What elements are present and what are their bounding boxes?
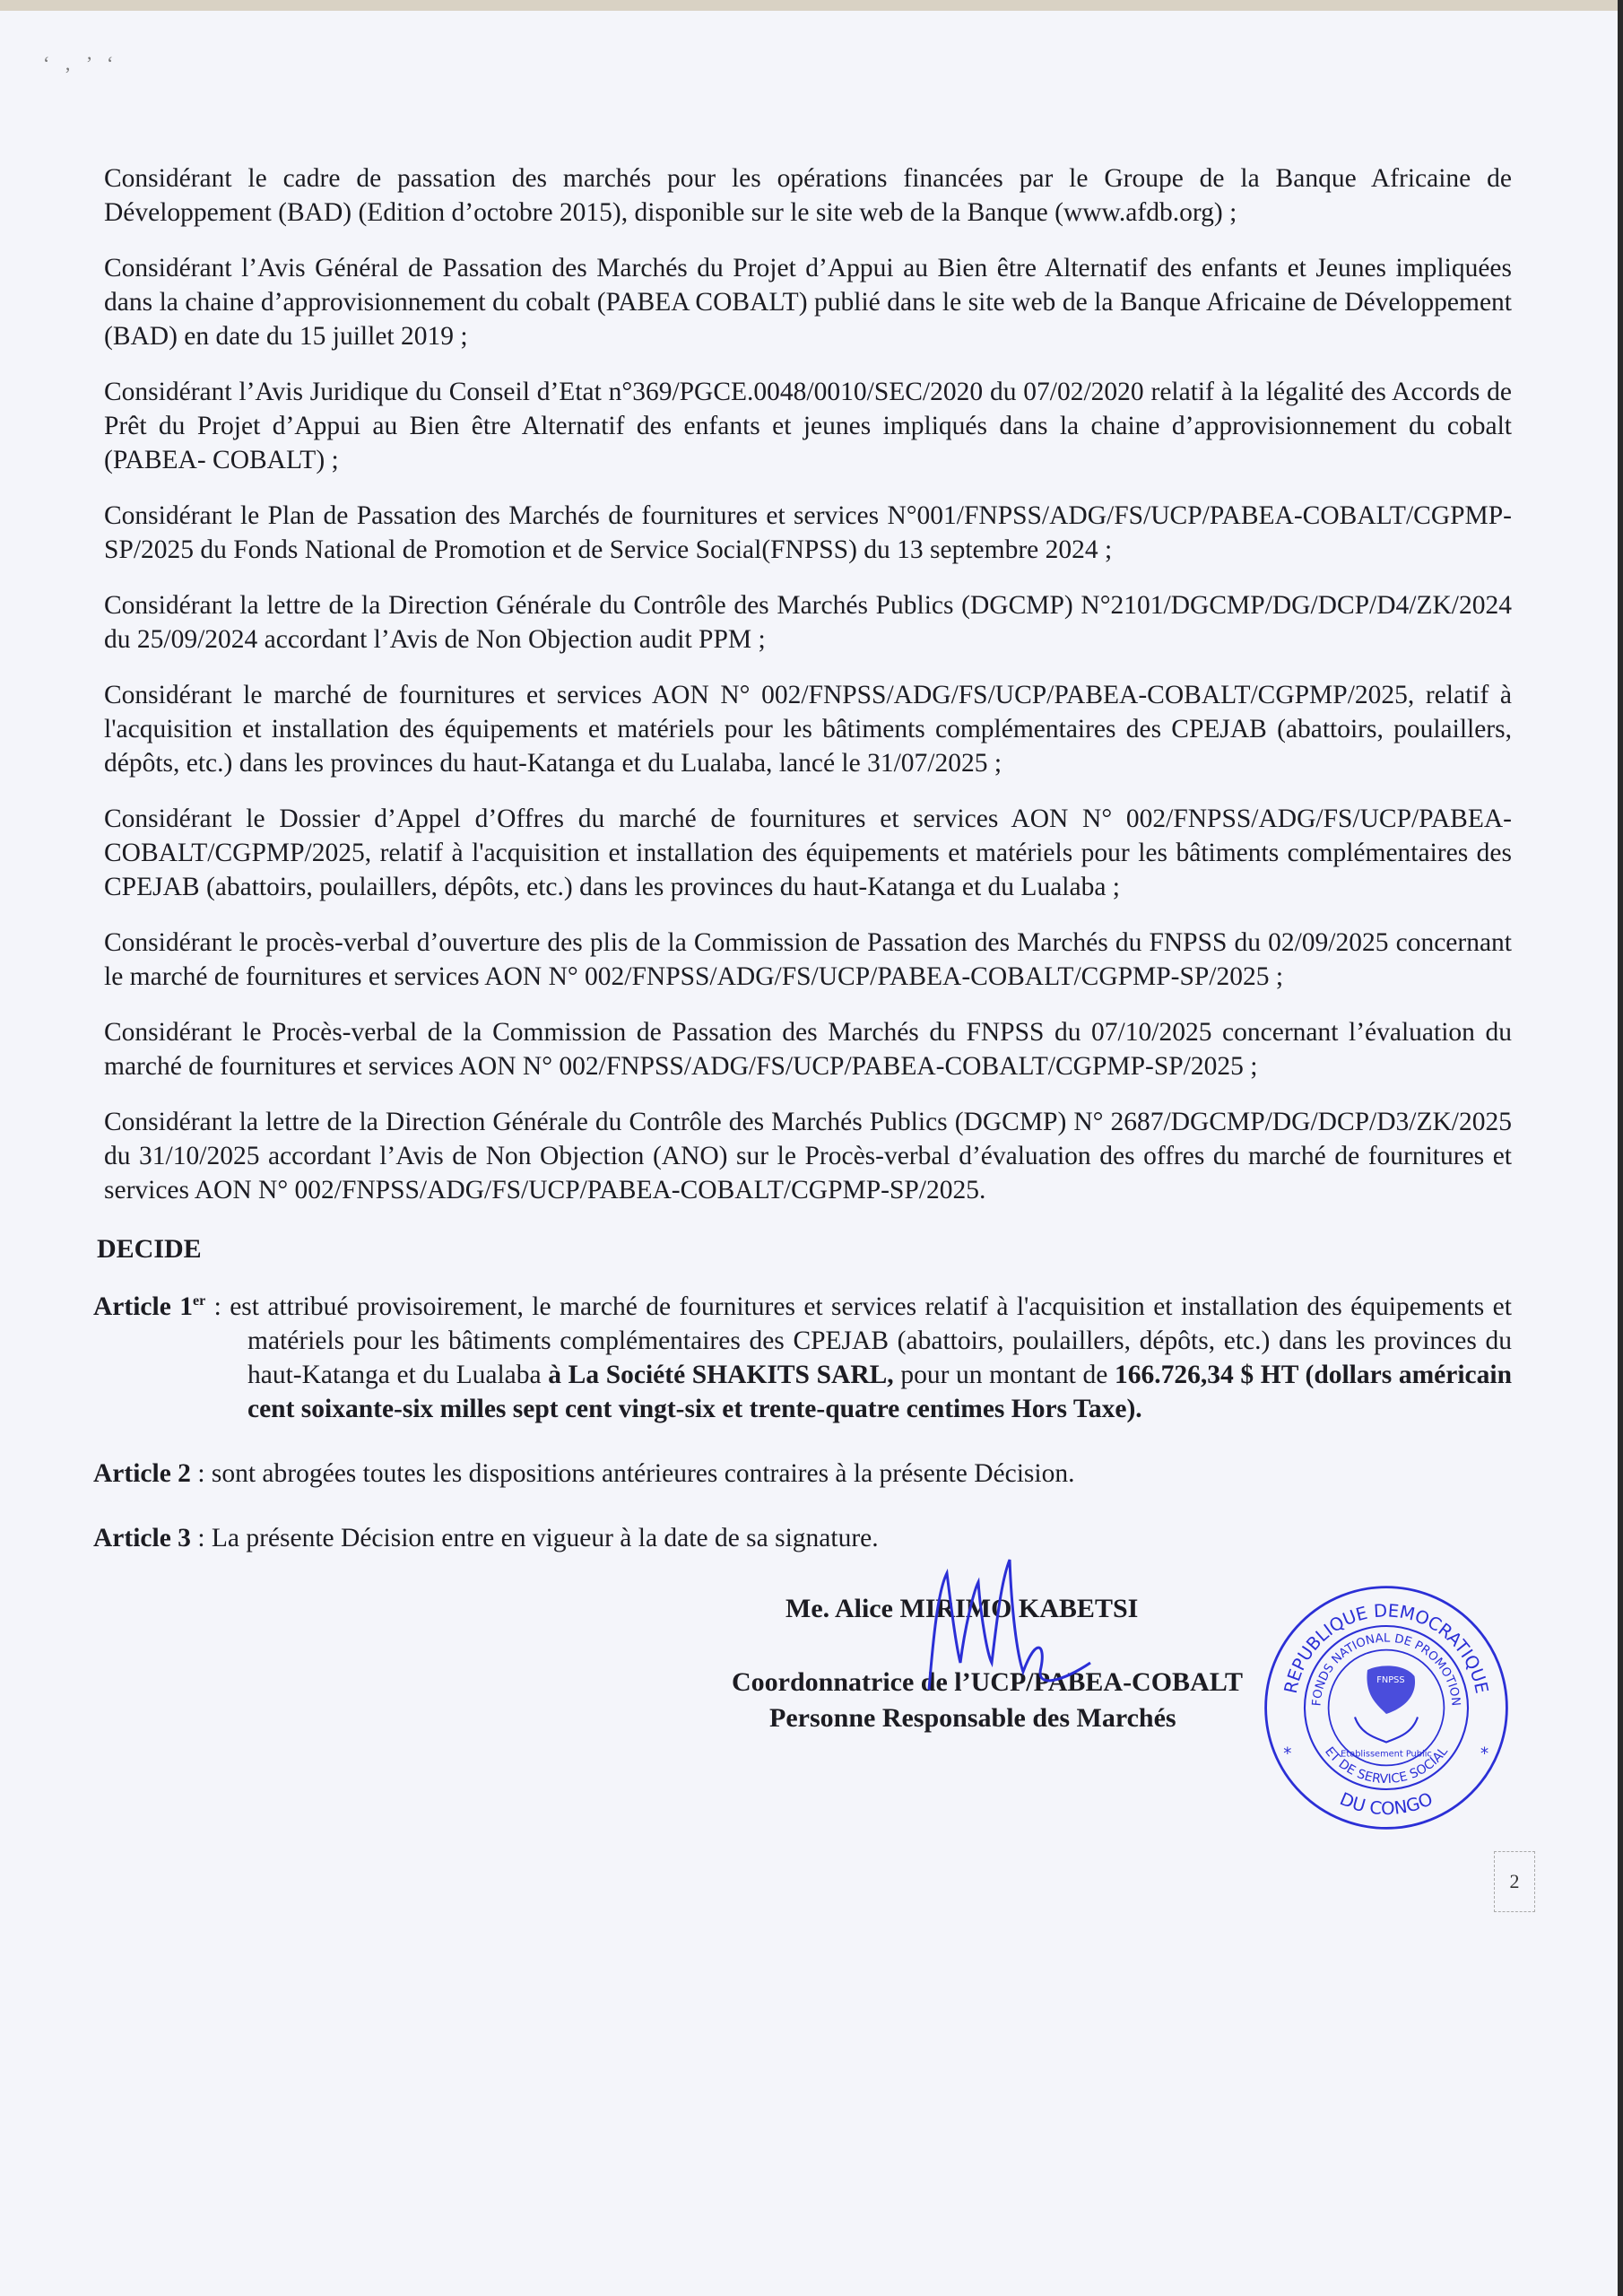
scan-marks: ‘ , ’ ‘ xyxy=(43,52,119,74)
signatory-role: Personne Responsable des Marchés xyxy=(769,1702,1176,1733)
considerant-10: Considérant la lettre de la Direction Générale du Contrôle des Marchés Publics (DGCMP) N° 2687/DGCMP/DG/DCP/D3/ZK/2025 du 31/10/2025 accordant l’Avis de Non Objection (ANO) sur le Procès-verbal d’évaluation des offres du marché de fournitures et services AON N° 002/FNPSS/ADG/FS/UCP/PABEA-COBALT/CGPMP-SP/2025. xyxy=(104,1108,1512,1205)
considerant-1: Considérant le cadre de passation des marchés pour les opérations financées par le Groupe de la Banque Africaine de Développement (BAD) (Edition d’octobre 2015), disponible sur le site web de la Banque (www.afdb.org) ; xyxy=(104,164,1512,227)
svg-text:DU CONGO: DU CONGO xyxy=(1336,1787,1436,1819)
official-stamp xyxy=(1261,1582,1512,1833)
svg-text:ET DE SERVICE SOCIAL: ET DE SERVICE SOCIAL xyxy=(1322,1744,1451,1787)
article-1-text: : est attribué provisoirement, le marché de fournitures et services relatif à l'acquisition et installation des équipements et matériels pour les bâtiments complémentaires des CPEJAB (abattoirs, poulaillers, dépôts, etc.) dans les provinces du haut-Katanga et du Lualaba xyxy=(205,1292,1512,1389)
page-number: 2 xyxy=(1494,1851,1535,1912)
decide-heading: DECIDE xyxy=(97,1234,202,1264)
svg-text:FNPSS: FNPSS xyxy=(1376,1674,1405,1685)
document-body xyxy=(93,0,1520,1912)
article-1-label: Article 1er xyxy=(93,1292,206,1321)
article-2-text: : sont abrogées toutes les dispositions antérieures contraires à la présente Décision. xyxy=(190,1458,1075,1488)
considerant-9: Considérant le Procès-verbal de la Commission de Passation des Marchés du FNPSS du 07/10/2025 concernant l’évaluation du marché de fournitures et services AON N° 002/FNPSS/ADG/FS/UCP/PABEA-COBALT/CGPMP-SP/2025 ; xyxy=(104,1018,1512,1081)
signature-block xyxy=(104,1591,1512,1833)
scan-right-edge xyxy=(1618,0,1623,2296)
article-1-text-b: pour un montant de xyxy=(893,1360,1115,1389)
handwritten-signature xyxy=(911,1555,1108,1699)
considerant-8: Considérant le procès-verbal d’ouverture des plis de la Commission de Passation des Marchés du FNPSS du 02/09/2025 concernant le marché de fournitures et services AON N° 002/FNPSS/ADG/FS/UCP/PABEA-COBALT/CGPMP-SP/2025 ; xyxy=(104,928,1512,991)
svg-text:*: * xyxy=(1283,1744,1292,1764)
considerant-4: Considérant le Plan de Passation des Marchés de fournitures et services N°001/FNPSS/ADG/FS/UCP/PABEA-COBALT/CGPMP-SP/2025 du Fonds National de Promotion et de Service Social(FNPSS) du 13 septembre 2024 ; xyxy=(104,501,1512,564)
article-1 xyxy=(93,1284,1512,1426)
article-3-label: Article 3 xyxy=(93,1523,191,1552)
contract-amount: 166.726,34 $ HT (dollars américain cent soixante-six milles sept cent vingt-six et trente-quatre centimes Hors Taxe). xyxy=(247,1360,1512,1423)
considerant-2: Considérant l’Avis Général de Passation des Marchés du Projet d’Appui au Bien être Alternatif des enfants et Jeunes impliquées dans la chaine d’approvisionnement du cobalt (PABEA COBALT) publié dans le site web de la Banque Africaine de Développement (BAD) en date du 15 juillet 2019 ; xyxy=(104,254,1512,351)
considerant-6: Considérant le marché de fournitures et services AON N° 002/FNPSS/ADG/FS/UCP/PABEA-COBALT/CGPMP/2025, relatif à l'acquisition et installation des équipements et matériels pour les bâtiments complémentaires des CPEJAB (abattoirs, poulaillers, dépôts, etc.) dans les provinces du haut-Katanga et du Lualaba, lancé le 31/07/2025 ; xyxy=(104,681,1512,778)
considerant-3: Considérant l’Avis Juridique du Conseil d’Etat n°369/PGCE.0048/0010/SEC/2020 du 07/02/2020 relatif à la légalité des Accords de Prêt du Projet d’Appui au Bien être Alternatif des enfants et jeunes impliqués dans la chaine d’approvisionnement du cobalt (PABEA- COBALT) ; xyxy=(104,378,1512,474)
svg-text:REPUBLIQUE DEMOCRATIQUE: REPUBLIQUE DEMOCRATIQUE xyxy=(1280,1600,1493,1696)
considerant-5: Considérant la lettre de la Direction Générale du Contrôle des Marchés Publics (DGCMP) N°2101/DGCMP/DG/DCP/D4/ZK/2024 du 25/09/2024 accordant l’Avis de Non Objection audit PPM ; xyxy=(104,591,1512,654)
svg-text:Etablissement Public: Etablissement Public xyxy=(1341,1749,1432,1760)
signatory xyxy=(732,1591,1243,1736)
article-2 xyxy=(93,1457,1512,1491)
article-3-text: : La présente Décision entre en vigueur à la date de sa signature. xyxy=(190,1523,879,1552)
signatory-name: Me. Alice MIRIMO KABETSI xyxy=(785,1593,1139,1623)
svg-text:FONDS NATIONAL DE PROMOTION: FONDS NATIONAL DE PROMOTION xyxy=(1310,1631,1462,1707)
awarded-company: à La Société SHAKITS SARL, xyxy=(548,1360,894,1389)
svg-text:*: * xyxy=(1480,1744,1489,1764)
considerant-7: Considérant le Dossier d’Appel d’Offres du marché de fournitures et services AON N° 002/FNPSS/ADG/FS/UCP/PABEA-COBALT/CGPMP/2025, relatif à l'acquisition et installation des équipements et matériels pour les bâtiments complémentaires des CPEJAB (abattoirs, poulaillers, dépôts, etc.) dans les provinces du haut-Katanga et du Lualaba ; xyxy=(104,804,1512,901)
article-3 xyxy=(93,1521,1512,1555)
signatory-title: Coordonnatrice de l’UCP/PABEA-COBALT xyxy=(732,1666,1243,1697)
article-2-label: Article 2 xyxy=(93,1458,191,1488)
